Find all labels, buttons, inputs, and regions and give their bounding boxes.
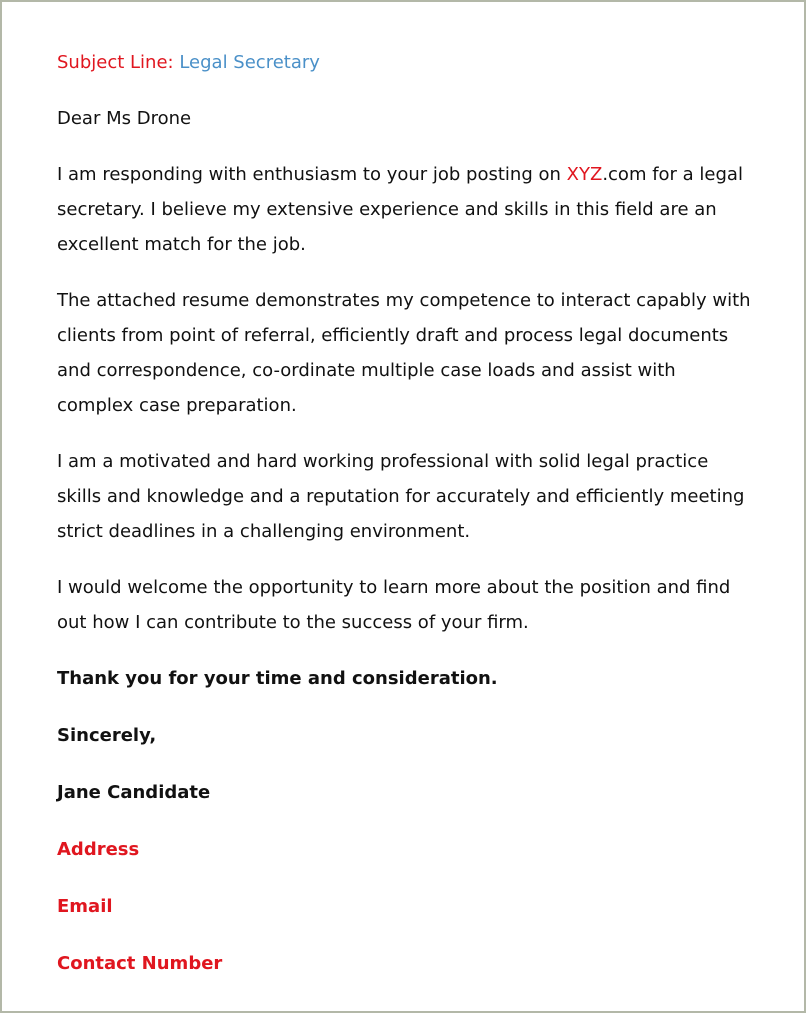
paragraph-intro [57, 157, 757, 262]
subject-value: Legal Secretary [179, 52, 320, 73]
paragraph-qualities: I am a motivated and hard working professional with solid legal practice skills and knowledge and a reputation for accurately and efficiently meeting strict deadlines in a challenging environment. [57, 451, 745, 542]
paragraph-intro-before: I am responding with enthusiasm to your job posting on [57, 164, 567, 185]
sign-off: Sincerely, [57, 725, 157, 746]
contact-number-field: Contact Number [57, 953, 223, 974]
site-name-highlight: XYZ [566, 164, 603, 185]
paragraph-resume: The attached resume demonstrates my competence to interact capably with clients from point of referral, efficiently draft and process legal documents and correspondence, co-ordinate multiple case loads and assist with complex case preparation. [57, 290, 751, 416]
thanks-line: Thank you for your time and consideration. [57, 668, 498, 689]
email-field: Email [57, 896, 113, 917]
address-field: Address [57, 839, 140, 860]
subject-label: Subject Line: [57, 52, 174, 73]
candidate-name: Jane Candidate [57, 782, 211, 803]
salutation: Dear Ms Drone [57, 108, 192, 129]
cover-letter [57, 45, 757, 981]
subject-line [57, 45, 757, 80]
paragraph-intro-after: .com for a legal secretary. I believe my extensive experience and skills in this field are an excellent match for the job. [57, 164, 743, 255]
paragraph-opportunity: I would welcome the opportunity to learn more about the position and find out how I can contribute to the success of your firm. [57, 577, 731, 633]
